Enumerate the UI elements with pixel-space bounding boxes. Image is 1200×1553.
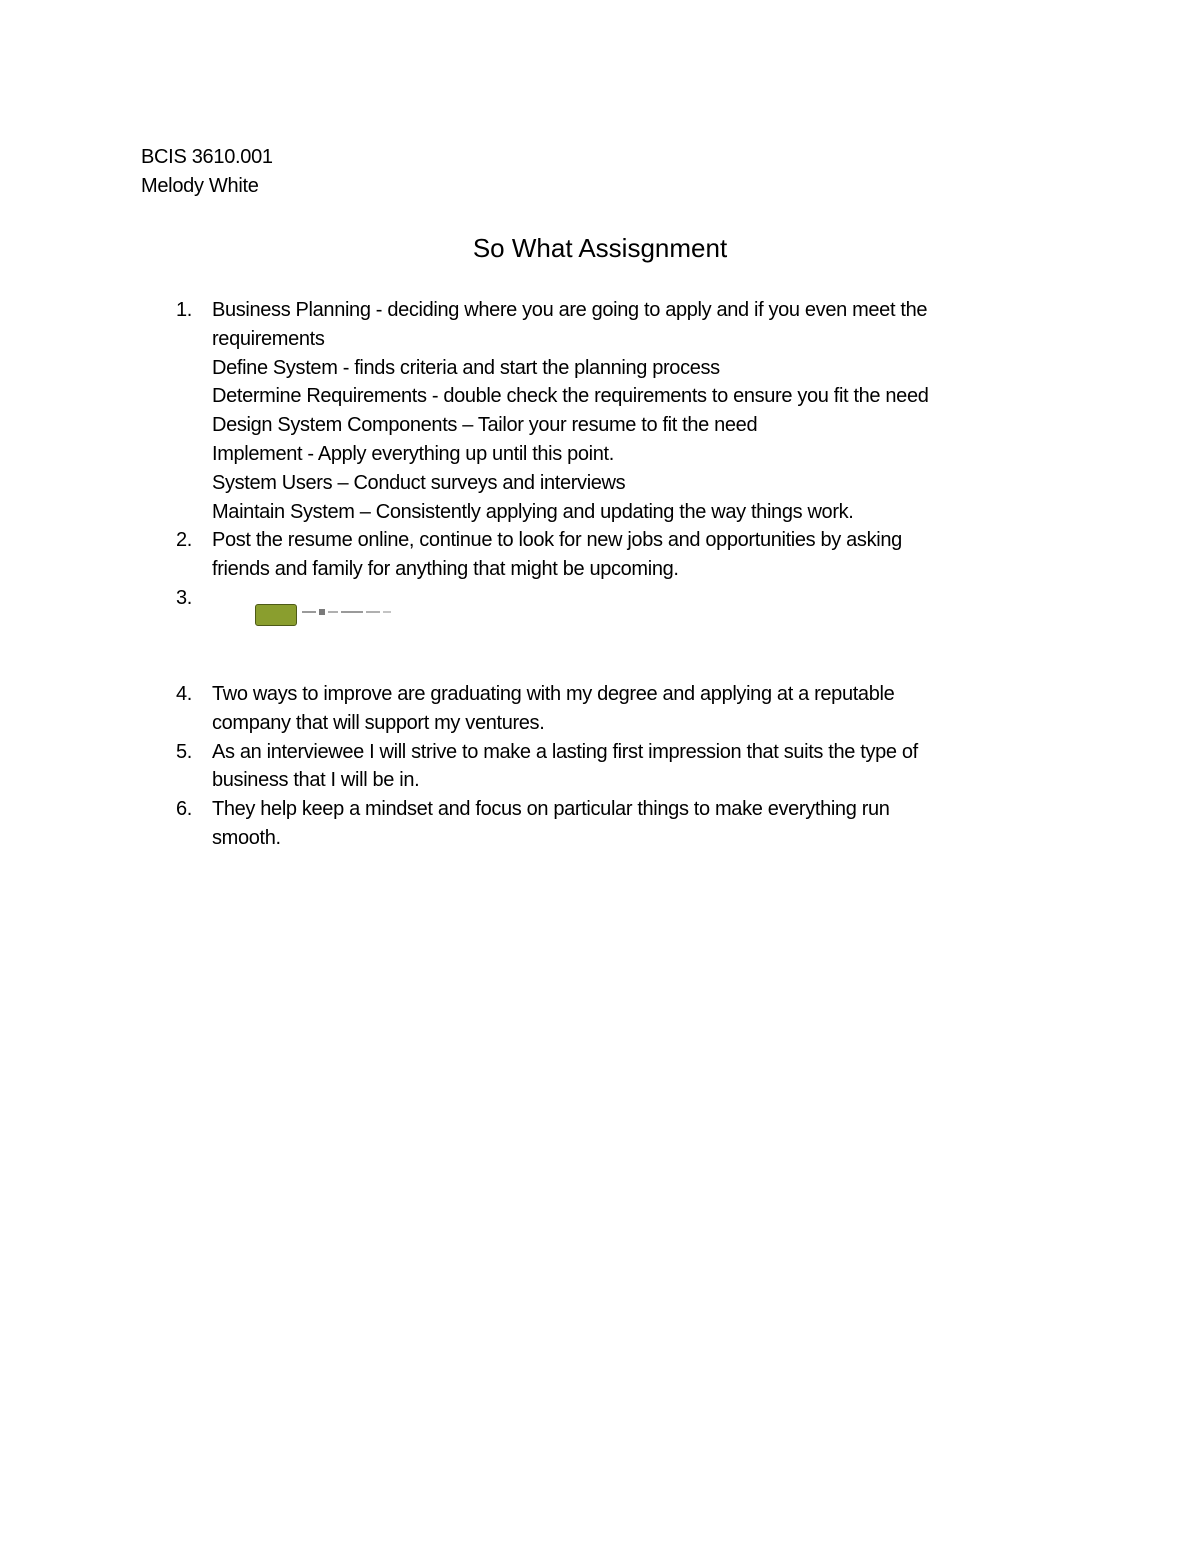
list-item-line: As an interviewee I will strive to make a lasting first impression that suits the type of (212, 740, 918, 763)
document-header (141, 143, 273, 201)
list-item-line: Maintain System – Consistently applying and updating the way things work. (212, 500, 854, 523)
list-item-line: friends and family for anything that might be upcoming. (212, 558, 679, 581)
list-item-5 (176, 738, 1036, 796)
list-item-line: Define System - finds criteria and start the planning process (212, 356, 720, 379)
list-item-line: Implement - Apply everything up until this point. (212, 442, 614, 465)
list-item-line: Business Planning - deciding where you are going to apply and if you even meet the (212, 299, 928, 321)
list-item-1 (176, 296, 1036, 526)
list-item-number: 2. (176, 529, 192, 552)
list-item-number: 1. (176, 299, 192, 321)
illegible-text-graphic (302, 606, 402, 618)
list-item-number: 4. (176, 682, 192, 705)
green-box-shape (255, 604, 297, 626)
list-item-3 (176, 584, 1036, 680)
list-item-number: 5. (176, 740, 192, 763)
list-item-line: smooth. (212, 826, 281, 849)
list-item-line: company that will support my ventures. (212, 711, 545, 734)
course-code: BCIS 3610.001 (141, 146, 273, 168)
embedded-diagram-thumbnail (212, 584, 1036, 680)
list-item-line: Two ways to improve are graduating with my degree and applying at a reputable (212, 682, 895, 705)
list-item-6 (176, 795, 1036, 853)
list-item-line: business that I will be in. (212, 769, 420, 792)
document-title: So What Assisgnment (472, 233, 728, 263)
list-item-line: Determine Requirements - double check the requirements to ensure you fit the need (212, 385, 929, 408)
list-item-line: Post the resume online, continue to look for new jobs and opportunities by asking (212, 529, 902, 552)
list-item-line: Design System Components – Tailor your resume to fit the need (212, 414, 758, 437)
answer-list (176, 296, 1036, 853)
list-item-line: They help keep a mindset and focus on particular things to make everything run (212, 798, 890, 821)
list-item-4 (176, 680, 1036, 738)
author-name: Melody White (141, 175, 259, 197)
list-item-number: 6. (176, 798, 192, 821)
list-item-2 (176, 526, 1036, 584)
illegible-caption-image (302, 606, 402, 618)
list-item-line: requirements (212, 327, 325, 350)
list-item-line: System Users – Conduct surveys and interviews (212, 471, 626, 494)
list-item-number: 3. (176, 586, 192, 609)
